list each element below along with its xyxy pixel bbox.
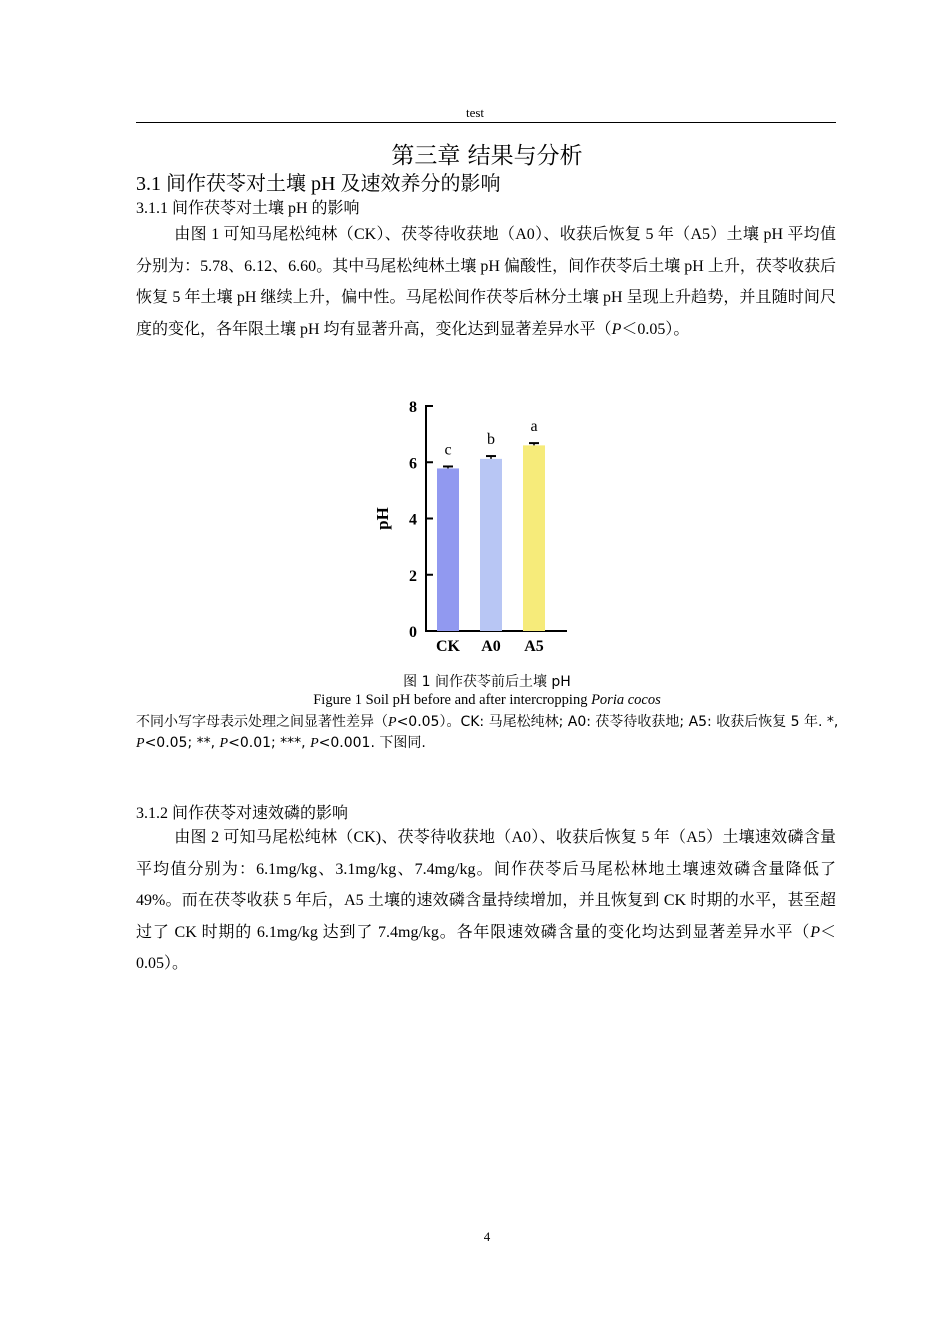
p-symbol: P xyxy=(611,320,622,338)
note-part: 不同小写字母表示处理之间显著性差异（ xyxy=(136,714,388,730)
bar-a5 xyxy=(523,445,545,631)
note-part: <0.05; **, xyxy=(144,735,220,751)
p-symbol: P xyxy=(810,923,820,941)
figure-caption-en-text: Figure 1 Soil pH before and after intercropping xyxy=(313,692,592,708)
subsection-title-phosphorus: 3.1.2 间作茯苓对速效磷的影响 xyxy=(136,805,349,822)
paragraph-phosphorus-tail: ＜0.05）。 xyxy=(136,923,836,972)
category-label: CK xyxy=(436,638,460,655)
y-tick-label: 2 xyxy=(409,567,417,585)
subsection-title-ph: 3.1.1 间作茯苓对土壤 pH 的影响 xyxy=(136,200,360,217)
figure-note xyxy=(136,712,840,754)
significance-letter: b xyxy=(487,431,495,449)
chapter-title: 第三章 结果与分析 xyxy=(391,143,583,169)
note-p-symbol: P xyxy=(136,736,145,751)
y-axis-label: pH xyxy=(373,507,392,530)
paragraph-ph xyxy=(136,219,836,345)
y-tick-label: 8 xyxy=(409,399,417,416)
note-p-symbol: P xyxy=(219,736,229,751)
category-label: A0 xyxy=(481,638,501,655)
note-p-symbol: P xyxy=(388,715,397,730)
ph-bar-chart xyxy=(360,392,590,662)
paragraph-ph-text: 由图 1 可知马尾松纯林（CK）、茯苓待收获地（A0）、收获后恢复 5 年（A5）土壤 pH 平均值分别为：5.78、6.12、6.60。其中马尾松纯林土壤 pH 偏酸性，间作茯苓后土壤 pH 上升，茯苓收获后恢复 5 年土壤 pH 继续上升，偏中性。马尾松间作茯苓后林分土壤 pH 呈现上升趋势，并且随时间尺度的变化，各年限土壤 pH 均有显著升高，变化达到显著差异水平（ xyxy=(136,226,836,338)
significance-letter: c xyxy=(444,441,452,459)
note-part: <0.05）。CK: 马尾松纯林; A0: 茯苓待收获地; A5: 收获后恢复 5 年. *, xyxy=(396,714,839,730)
y-tick-label: 4 xyxy=(409,511,417,529)
header-rule xyxy=(136,122,836,123)
section-title: 3.1 间作茯苓对土壤 pH 及速效养分的影响 xyxy=(136,173,501,195)
note-part: <0.01; ***, xyxy=(228,735,311,751)
figure-caption-cn: 图 1 间作茯苓前后土壤 pH xyxy=(403,674,571,690)
bar-a0 xyxy=(480,459,502,631)
category-label: A5 xyxy=(524,638,544,655)
note-p-symbol: P xyxy=(310,736,319,751)
note-part: <0.001. 下图同. xyxy=(318,735,426,751)
bar-ck xyxy=(437,468,459,631)
y-tick-label: 6 xyxy=(409,455,417,473)
y-tick-label: 0 xyxy=(409,624,417,641)
page-number: 4 xyxy=(483,1229,491,1244)
paragraph-ph-tail: ＜0.05）。 xyxy=(621,320,690,338)
paragraph-phosphorus-text: 由图 2 可知马尾松纯林（CK)、茯苓待收获地（A0）、收获后恢复 5 年（A5）土壤速效磷含量平均值分别为：6.1mg/kg、3.1mg/kg、7.4mg/kg。间作茯苓后马尾松林地土壤速效磷含量降低了 49%。而在茯苓收获 5 年后，A5 土壤的速效磷含量持续增加，并且恢复到 CK 时期的水平，甚至超过了 CK 时期的 6.1mg/kg 达到了 7.4mg/kg。各年限速效磷含量的变化均达到显著差异水平（ xyxy=(136,829,836,941)
significance-letter: a xyxy=(530,418,538,436)
figure-caption-en xyxy=(0,692,950,709)
running-header: test xyxy=(465,105,485,120)
figure-caption-species: Poria cocos xyxy=(591,692,661,708)
paragraph-phosphorus xyxy=(136,822,836,980)
